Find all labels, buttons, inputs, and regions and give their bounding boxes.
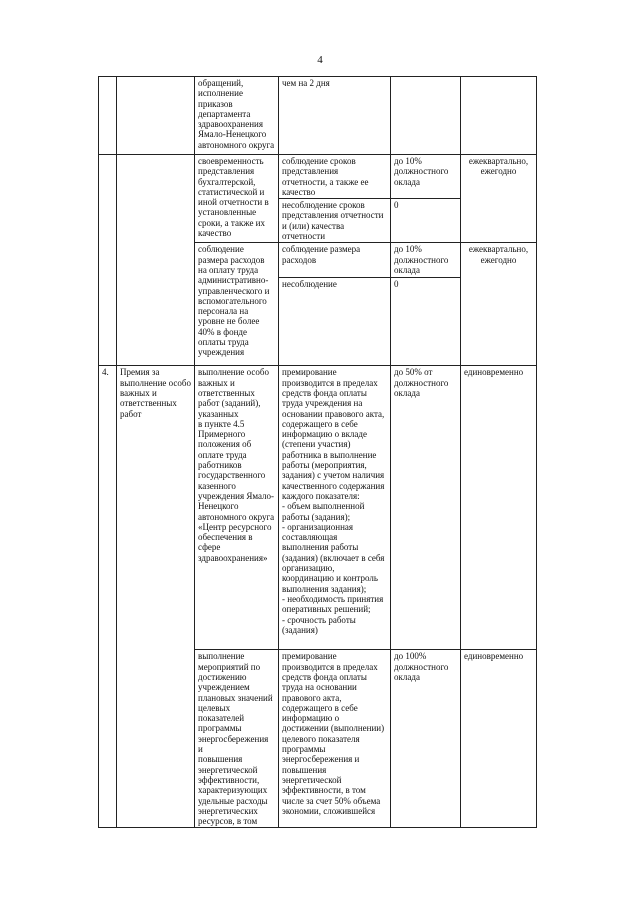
period-cell: ежеквартально, ежегодно [461,243,537,366]
criterion-cell: своевременность представления бухгалтерской, статистической и иной отчетности в установленные сроки, а также их качество [195,155,279,243]
num-cell: 4. [99,366,117,828]
amount-cell: до 10% должностного оклада [391,243,461,278]
table-row [99,155,537,199]
criterion-cell: выполнение особо важных и ответственных работ (заданий), указанных в пункте 4.5 Примерного положения об оплате труда работников государственного казенного учреждения Ямало- Ненецкого автономного округа «Центр ресурсного обеспечения в сфере здравоохранения» [195,366,279,650]
table-row [99,77,537,155]
amount-cell: до 10% должностного оклада [391,155,461,199]
period-cell: единовременно [461,366,537,650]
condition-cell: чем на 2 дня [279,77,391,155]
period-cell: ежеквартально, ежегодно [461,155,537,243]
amount-cell: 0 [391,278,461,366]
criterion-cell: соблюдение размера расходов на оплату труда административно- управленческого и вспомогательного персонала на уровне не более 40% в фонде оплаты труда учреждения [195,243,279,366]
amount-cell: 0 [391,199,461,243]
page-number: 4 [317,54,323,66]
num-cell [99,155,117,366]
table-row [99,366,537,650]
condition-cell: соблюдение размера расходов [279,243,391,278]
bonus-criteria-table [98,76,537,828]
condition-cell: несоблюдение [279,278,391,366]
condition-cell: премирование производится в пределах средств фонда оплаты труда учреждения на основании правового акта, содержащего в себе информацию о вкладе (степени участия) работника в выполнение работы (мероприятия, задания) с учетом наличия качественного содержания каждого показателя: - объем выполненной работы (задания); - организационная составляющая выполнения работы (задания) (включает в себя организацию, координацию и контроль выполнения задания); - необходимость принятия оперативных решений; - срочность работы (задания) [279,366,391,650]
amount-cell: до 50% от должностного оклада [391,366,461,650]
bonus-type-cell: Премия за выполнение особо важных и ответственных работ [117,366,195,828]
criterion-cell: обращений, исполнение приказов департамента здравоохранения Ямало-Ненецкого автономного округа [195,77,279,155]
bonus-type-cell [117,155,195,366]
criterion-cell: выполнение мероприятий по достижению учреждением плановых значений целевых показателей программы энергосбережения и повышения энергетической эффективности, характеризующих удельные расходы энергетических ресурсов, в том [195,650,279,828]
num-cell [99,77,117,155]
period-cell: единовременно [461,650,537,828]
bonus-type-cell [117,77,195,155]
condition-cell: несоблюдение сроков представления отчетности и (или) качества отчетности [279,199,391,243]
condition-cell: премирование производится в пределах средств фонда оплаты труда на основании правового акта, содержащего в себе информацию о достижении (выполнении) целевого показателя программы энергосбережения и повышения энергетической эффективности, в том числе за счет 50% объема экономии, сложившейся [279,650,391,828]
condition-cell: соблюдение сроков представления отчетности, а также ее качество [279,155,391,199]
amount-cell: до 100% должностного оклада [391,650,461,828]
amount-cell [391,77,461,155]
period-cell [461,77,537,155]
